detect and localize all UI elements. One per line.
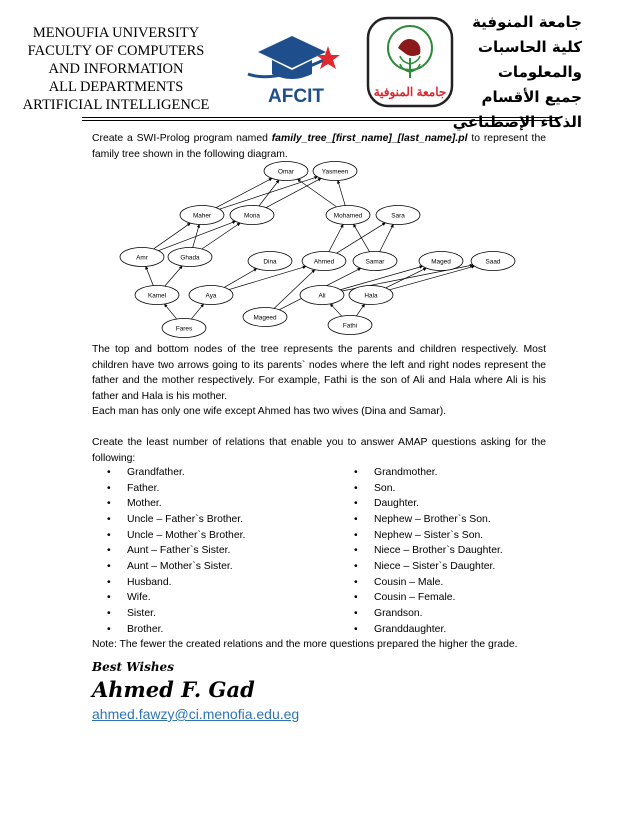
person-node-fathi (328, 316, 372, 335)
person-node-maher (180, 206, 224, 225)
parent-arrow (164, 304, 176, 319)
seal-text: جامعة المنوفية (373, 85, 447, 99)
person-node-label: Hala (364, 292, 378, 300)
task-prefix: Create a SWI-Prolog program named (92, 133, 272, 144)
parent-arrow (165, 266, 183, 286)
list-item: • Niece – Brother`s Daughter. (351, 543, 503, 559)
parent-arrow (191, 304, 203, 319)
header-divider (82, 117, 558, 118)
note-text: Note: The fewer the created relations and the more questions prepared the higher the grade. (92, 639, 518, 650)
header-arabic-line: جميع الأقسام (481, 88, 582, 106)
person-node-label: Mona (244, 212, 260, 220)
person-node-label: Mohamed (333, 212, 363, 220)
parent-arrow (380, 224, 394, 251)
relations-list-right (351, 465, 503, 637)
list-item: • Nephew – Brother`s Son. (351, 512, 503, 528)
header-english-line: FACULTY OF COMPUTERS (27, 43, 205, 59)
person-node-label: Kamel (147, 292, 167, 300)
signature-name: Ahmed F. Gad (92, 677, 255, 702)
header-arabic-line: الذكاء الإصطناعي (452, 113, 582, 131)
parent-arrow (158, 221, 235, 250)
list-item: • Aunt – Mother`s Sister. (104, 559, 245, 575)
list-item: • Cousin – Male. (351, 575, 503, 591)
person-node-label: Ghada (180, 254, 200, 262)
task-paragraph (92, 131, 546, 162)
relations-list-left (104, 465, 245, 637)
person-node-label: Samar (365, 258, 385, 266)
list-item: • Cousin – Female. (351, 590, 503, 606)
person-node-yasmeen (313, 162, 357, 181)
header-english-line: AND INFORMATION (48, 61, 184, 77)
parent-arrow (356, 304, 364, 316)
person-node-label: Maher (192, 212, 212, 220)
person-node-mohamed (326, 206, 370, 225)
person-node-label: Fares (175, 325, 193, 333)
list-item: • Aunt – Father`s Sister. (104, 543, 245, 559)
list-item: • Wife. (104, 590, 245, 606)
header-arabic-line: جامعة المنوفية (472, 13, 582, 31)
person-node-label: Mageed (253, 314, 277, 322)
list-item: • Nephew – Sister`s Son. (351, 528, 503, 544)
person-node-omar (264, 162, 308, 181)
parent-arrow (353, 224, 369, 252)
parent-arrow (146, 266, 154, 285)
list-item: • Uncle – Father`s Brother. (104, 512, 245, 528)
task-suffix: to represent the family tree shown in the following diagram. (92, 133, 547, 160)
list-item: • Son. (351, 481, 503, 497)
person-node-label: Omar (278, 168, 294, 176)
person-node-maged (419, 252, 463, 271)
person-node-label: Aya (205, 292, 217, 300)
parent-arrow (329, 224, 343, 251)
list-item: • Brother. (104, 622, 245, 638)
header-english-line: ARTIFICIAL INTELLIGENCE (22, 97, 210, 113)
signature-wishes: Best Wishes (92, 660, 174, 674)
person-node-saad (471, 252, 515, 271)
parent-arrow (193, 224, 200, 247)
person-node-ali (300, 286, 344, 305)
email-link[interactable]: ahmed.fawzy@ci.menofia.edu.eg (92, 706, 300, 722)
person-node-mageed (243, 308, 287, 327)
description-paragraph: The top and bottom nodes of the tree represents the parents and children respectively. Most children have two arrows going to its parents` nodes where the left and right nodes represent the father and the mother respectively. For example, Fathi is the son of Ali and Hala where Ali is his father and Hala is his mother. (92, 344, 546, 402)
parent-arrow (216, 178, 272, 207)
family-tree-diagram (112, 160, 524, 344)
person-node-sara (376, 206, 420, 225)
person-node-mona (230, 206, 274, 225)
header-arabic-line: كلية الحاسبات والمعلومات (477, 38, 582, 81)
list-item: • Husband. (104, 575, 245, 591)
person-node-label: Fathi (342, 322, 358, 330)
person-node-label: Sara (391, 212, 405, 220)
list-item: • Niece – Sister`s Daughter. (351, 559, 503, 575)
afcit-logo (244, 22, 348, 108)
list-item: • Mother. (104, 496, 245, 512)
list-item: • Father. (104, 481, 245, 497)
list-item: • Grandson. (351, 606, 503, 622)
person-node-label: Ali (318, 292, 326, 300)
description-wives: Each man has only one wife except Ahmed has two wives (Dina and Samar). (92, 406, 447, 417)
parent-arrow (297, 179, 336, 207)
list-item: • Daughter. (351, 496, 503, 512)
person-node-kamel (135, 286, 179, 305)
person-node-samar (353, 252, 397, 271)
person-node-fares (162, 319, 206, 338)
header-english (4, 24, 228, 114)
parent-arrow (338, 180, 345, 205)
parent-arrow (224, 269, 257, 288)
list-item: • Grandfather. (104, 465, 245, 481)
header-english-line: MENOUFIA UNIVERSITY (32, 25, 200, 41)
person-node-ghada (168, 248, 212, 267)
person-node-label: Maged (431, 258, 451, 266)
person-node-aya (189, 286, 233, 305)
person-node-dina (248, 252, 292, 271)
person-node-label: Amr (136, 254, 148, 262)
list-item: • Granddaughter. (351, 622, 503, 638)
parent-arrow (154, 223, 191, 249)
person-node-hala (349, 286, 393, 305)
header-divider (82, 120, 558, 121)
person-node-label: Dina (263, 258, 277, 266)
parent-arrow (266, 178, 321, 207)
parent-arrow (219, 177, 317, 209)
person-node-ahmed (302, 252, 346, 271)
list-item: • Sister. (104, 606, 245, 622)
diagram-nodes (120, 162, 515, 338)
list-item: • Grandmother. (351, 465, 503, 481)
header-english-line: ALL DEPARTMENTS (48, 79, 184, 95)
afcit-logo-text: AFCIT (268, 86, 324, 107)
person-node-label: Yasmeen (321, 168, 349, 176)
instruction-paragraph: Create the least number of relations that enable you to answer AMAP questions asking for the following: (92, 437, 546, 464)
parent-arrow (337, 223, 386, 253)
person-node-amr (120, 248, 164, 267)
parent-arrow (330, 304, 342, 316)
list-item: • Uncle – Mother`s Brother. (104, 528, 245, 544)
task-filename: family_tree_[first_name]_[last_name].pl (271, 133, 468, 144)
person-node-label: Saad (485, 258, 501, 266)
person-node-label: Ahmed (313, 258, 335, 266)
